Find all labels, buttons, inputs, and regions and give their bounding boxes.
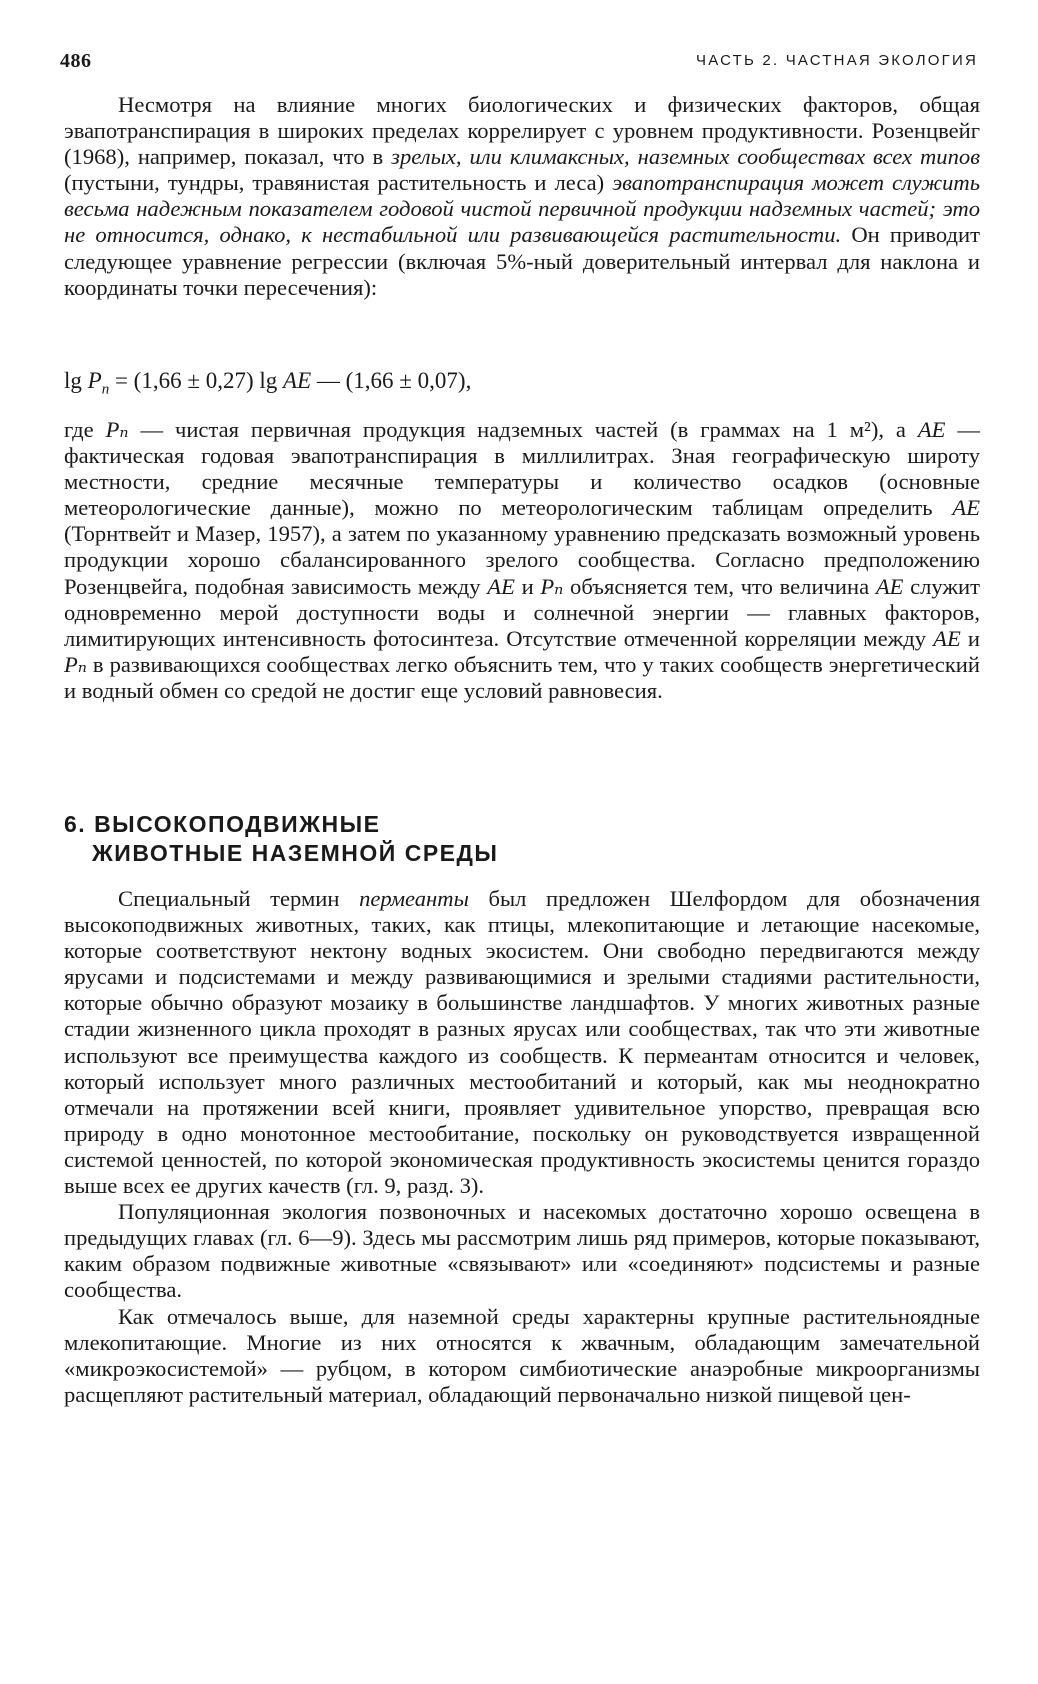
text-run: и [514,573,541,599]
text-run: (пустыни, тундры, травянистая растительность и леса) [64,170,613,196]
paragraph: Как отмечалось выше, для наземной среды характерны крупные растительноядные млекопитающие. Многие из них относятся к жвачным, обладающим замечательной «микроэкосистемой» — рубцом, в котором симбиотические анаэробные микроорганизмы расщепляют растительный материал, обладающий первоначально низкой пищевой цен- [64,1303,980,1407]
italic-run: Pₙ [64,651,87,677]
formula-var: P [87,368,102,393]
regression-formula [64,368,980,403]
text-run: объясняется тем, что величина [563,573,876,599]
text-run: служит одновременно мерой доступности воды и солнечной энергии — главных факторов, лимитирующих интенсивность фотосинтеза. Отсутствие отмеченной корреляции между [64,573,981,651]
italic-run: пермеанты [359,886,469,911]
italic-run: AE [933,625,961,651]
formula-text: — (1,66 ± 0,07), [311,368,472,393]
running-head: ЧАСТЬ 2. ЧАСТНАЯ ЭКОЛОГИЯ [696,52,978,69]
section-heading-line: 6. ВЫСОКОПОДВИЖНЫЕ [64,811,381,837]
formula-var: AE [283,368,312,393]
text-run: в развивающихся сообществах легко объяснить тем, что у таких сообществ энергетический и водный обмен со средой не достиг еще условий равновесия. [64,651,980,703]
formula-subscript: n [101,381,110,398]
italic-run: зрелых, или климаксных, наземных сообществах всех типов [391,144,980,170]
text-run: — фактическая годовая эвапотранспирация в миллилитрах. Зная географическую широту местности, средние месячные температуры и количество осадков (основные метеорологические данные), можно по метеорологическим таблицам определить [64,417,980,521]
page-header [60,50,978,74]
section-heading-line: ЖИВОТНЫЕ НАЗЕМНОЙ СРЕДЫ [92,840,499,866]
paragraph: Популяционная экология позвоночных и насекомых достаточно хорошо освещена в предыдущих главах (гл. 6—9). Здесь мы рассмотрим лишь ряд примеров, которые показывают, каким образом подвижные животные «связывают» или «соединяют» подсистемы и разные сообщества. [64,1199,980,1303]
italic-run: эвапотранспирация может служить весьма надежным показателем годовой чистой первичной продукции надземных частей; это не относится, однако, к нестабильной или развивающейся растительности. [64,170,980,248]
formula-text: = (1,66 ± 0,27) lg [109,368,284,393]
section-heading [64,810,980,868]
paragraph [64,92,980,301]
italic-run: AE [917,417,946,442]
text-run: (Торнтвейт и Мазер, 1957), а затем по указанному уравнению предсказать возможный уровень продукции хорошо сбалансированного зрелого сообщества. Согласно предположению Розенцвейга, подобная зависимость между [64,521,980,599]
formula-text: lg [64,368,88,393]
text-run: Специальный термин [118,886,360,911]
para-permeants [64,886,980,1408]
para-formula-explanation [64,417,980,704]
text-run: и [960,625,980,651]
paragraph [64,886,980,1199]
text-run: где [64,417,106,442]
text-run: был предложен Шелфордом для обозначения высокоподвижных животных, таких, как птицы, млекопитающие и летающие насекомые, которые соответствуют нектону водных экосистем. Они свободно передвигаются между ярусами и подсистемами и между развивающимися и зрелыми стадиями растительности, которые обычно образуют мозаику в большинстве ландшафтов. У многих животных разные стадии жизненного цикла проходят в разных ярусах или сообществах, так что эти животные используют все преимущества каждого из сообществ. К пермеантам относится и человек, который использует много различных местообитаний и который, как мы неоднократно отмечали на протяжении всей книги, проявляет удивительное упорство, превращая всю природу в одно монотонное местообитание, поскольку он руководствуется извращенной системой ценностей, по которой экономическая продуктивность экосистемы ценится гораздо выше всех ее других качеств (гл. 9, разд. 3). [64,886,980,1199]
text-run: Он приводит следующее уравнение регрессии (включая 5%-ный доверительный интервал для наклона и координаты точки пересечения): [64,222,980,300]
para-evapotranspiration [64,92,980,301]
paragraph [64,417,980,704]
text-run: Несмотря на влияние многих биологических и физических факторов, общая эвапотранспирация в широких пределах коррелирует с уровнем продуктивности. Розенцвейг (1968), например, показал, что в [64,92,980,170]
italic-run: AE [875,573,904,599]
italic-run: Pₙ [540,573,564,599]
italic-run: Pₙ [105,417,129,442]
italic-run: AE [952,495,980,521]
text-run: — чистая первичная продукция надземных частей (в граммах на 1 м²), а [128,417,918,442]
italic-run: AE [487,573,515,599]
page-number: 486 [60,50,92,72]
